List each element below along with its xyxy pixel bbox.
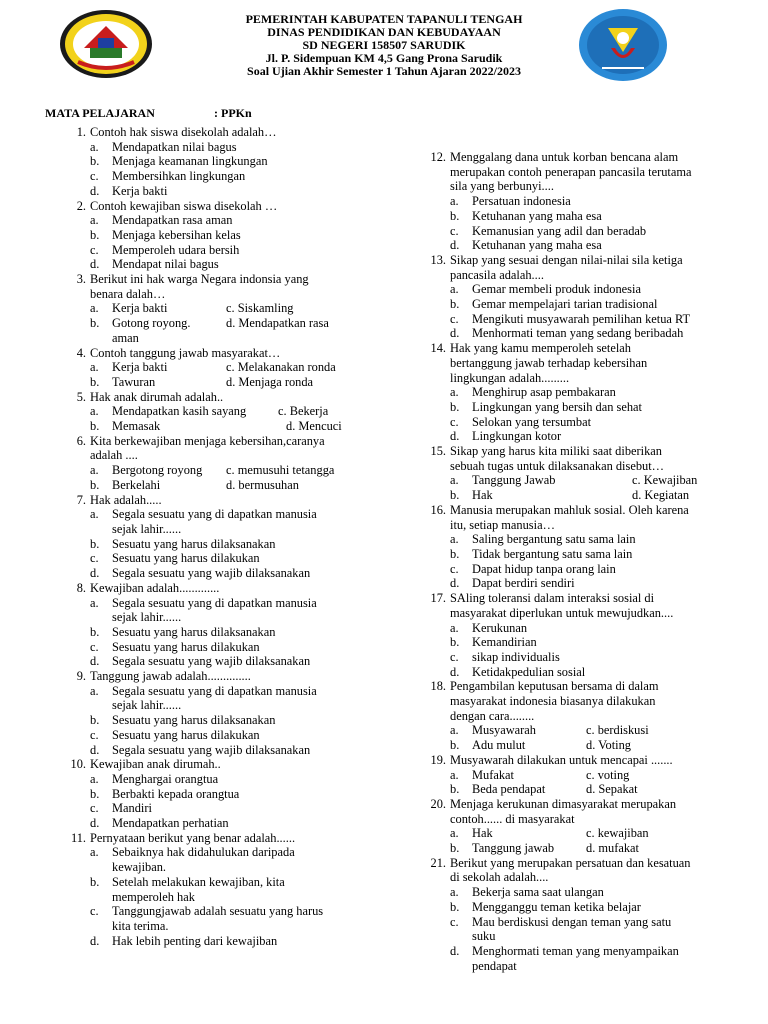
option-letter: d. [450,943,460,958]
question-14 [426,341,726,444]
option-c: Mandiri [112,801,152,816]
header-school: SD NEGERI 158507 SARUDIK [302,38,466,52]
question-number: 11. [70,830,86,845]
question-16 [426,503,726,591]
question-number: 17. [430,591,446,606]
option-c: c. Bekerja [278,404,329,419]
option-b: Menjaga kebersihan kelas [112,227,241,242]
option-c: Sesuatu yang harus dilakukan [112,727,260,742]
option-b-continuation: memperoleh hak [112,889,195,904]
question-text: Pengambilan keputusan bersama di dalam [450,679,659,694]
option-letter: b. [450,782,460,797]
option-letter: d. [90,816,100,831]
option-a: Gemar membeli produk indonesia [472,282,641,297]
option-b: Sesuatu yang harus dilaksanakan [112,713,276,728]
question-text: Menjaga kerukunan dimasyarakat merupakan [450,796,677,811]
option-letter: d. [90,654,100,669]
option-d: Kerja bakti [112,183,168,198]
option-b: Gemar mempelajari tarian tradisional [472,297,658,312]
option-a-continuation: sejak lahir...... [112,610,182,625]
option-letter: b. [450,738,460,753]
option-letter: c. [450,223,459,238]
option-b: Kemandirian [472,635,537,650]
option-c: Mau berdiskusi dengan teman yang satu [472,914,672,929]
option-a: Segala sesuatu yang di dapatkan manusia [112,595,317,610]
option-letter: a. [90,771,99,786]
option-d: Segala sesuatu yang wajib dilaksanakan [112,742,311,757]
option-letter: c. [450,914,459,929]
option-c: Tanggungjawab adalah sesuatu yang harus [112,904,324,919]
question-number: 15. [430,444,446,459]
option-b: Tanggung jawab [472,841,555,856]
option-letter: d. [90,257,100,272]
option-letter: a. [90,213,99,228]
question-text: masyarakat indonesia biasanya dilakukan [450,694,656,709]
question-12 [426,150,726,253]
question-text: Pernyataan berikut yang benar adalah...... [90,830,296,845]
question-number: 3. [76,272,86,287]
option-c: sikap individualis [472,649,560,664]
option-b: Berkelahi [112,477,161,492]
option-letter: b. [90,624,100,639]
question-text: benara dalah… [90,286,166,301]
option-c: Membersihkan lingkungan [112,169,246,184]
question-text: sebuah tugas untuk dilaksanakan disebut… [450,458,665,473]
option-letter: b. [90,419,100,434]
option-letter: c. [450,649,459,664]
subject-label: MATA PELAJARAN [45,106,155,120]
question-text: Hak anak dirumah adalah.. [90,389,224,404]
question-text: pancasila adalah.... [450,267,544,282]
option-d: Mendapat nilai bagus [112,257,219,272]
option-d: d. Mendapatkan rasa [226,316,329,331]
option-d-continuation: pendapat [472,958,517,973]
option-b: Memasak [112,419,161,434]
option-c: Sesuatu yang harus dilakukan [112,551,260,566]
option-letter: b. [450,208,460,223]
option-letter: a. [90,683,99,698]
option-a: Mendapatkan kasih sayang [112,404,247,419]
option-b: Tidak bergantung satu sama lain [472,546,633,561]
question-text: dengan cara........ [450,708,535,723]
option-a: Segala sesuatu yang di dapatkan manusia [112,683,317,698]
option-c: c. Melakanakan ronda [226,360,336,375]
option-letter: a. [450,532,459,547]
option-d: Ketidakpedulian sosial [472,664,586,679]
option-b: Setelah melakukan kewajiban, kita [112,874,285,889]
question-text: Sikap yang harus kita miliki saat diberikan [450,444,662,459]
option-letter: b. [90,874,100,889]
option-letter: a. [90,139,99,154]
option-letter: b. [90,316,100,331]
option-d: Dapat berdiri sendiri [472,576,575,591]
option-d: Menghormati teman yang menyampaikan [472,943,679,958]
option-a: Menghirup asap pembakaran [472,385,616,400]
option-b: Mengganggu teman ketika belajar [472,899,641,914]
option-c: Memperoleh udara bersih [112,242,240,257]
question-3 [66,272,366,346]
option-letter: b. [450,841,460,856]
question-15 [426,444,726,503]
option-b: Gotong royong. [112,316,191,331]
question-number: 16. [430,502,446,517]
option-letter: c. [90,801,99,816]
question-1 [66,125,366,199]
header-department: DINAS PENDIDIKAN DAN KEBUDAYAAN [267,25,501,39]
option-letter: d. [450,326,460,341]
option-c: Mengikuti musyawarah pemilihan ketua RT [472,311,691,326]
question-20 [426,797,726,856]
option-b: Berbakti kepada orangtua [112,786,240,801]
question-text: Contoh kewajiban siswa disekolah … [90,198,278,213]
option-d: Lingkungan kotor [472,429,562,444]
header-address: Jl. P. Sidempuan KM 4,5 Gang Prona Sarudik [265,51,503,65]
option-a: Segala sesuatu yang di dapatkan manusia [112,507,317,522]
question-18 [426,679,726,753]
option-a: Kerja bakti [112,301,168,316]
option-letter: b. [90,374,100,389]
option-b: Beda pendapat [472,782,546,797]
option-a: Kerja bakti [112,360,168,375]
question-text: masyarakat diperlukan untuk mewujudkan.... [450,605,674,620]
question-6 [66,434,366,493]
question-21 [426,856,726,974]
option-letter: a. [90,360,99,375]
option-letter: c. [450,414,459,429]
option-d: Segala sesuatu yang wajib dilaksanakan [112,566,311,581]
question-text: Hak yang kamu memperoleh setelah [450,341,631,356]
option-letter: d. [450,664,460,679]
option-a: Mendapatkan nilai bagus [112,139,237,154]
option-a: Persatuan indonesia [472,194,571,209]
option-letter: d. [90,183,100,198]
subject-value: : PPKn [214,106,252,120]
option-letter: d. [90,742,100,757]
question-number: 8. [76,580,86,595]
question-10 [66,757,366,831]
option-a: Sebaiknya hak didahulukan daripada [112,845,295,860]
question-text: Berikut yang merupakan persatuan dan kesatuan [450,855,691,870]
option-letter: a. [90,404,99,419]
option-letter: a. [450,885,459,900]
question-4 [66,346,366,390]
option-d: Segala sesuatu yang wajib dilaksanakan [112,654,311,669]
option-d: d. Kegiatan [632,488,690,503]
option-letter: c. [90,242,99,257]
question-text: Hak adalah..... [90,492,162,507]
option-letter: a. [90,301,99,316]
option-b: Sesuatu yang harus dilaksanakan [112,536,276,551]
question-number: 6. [76,433,86,448]
question-17 [426,591,726,679]
question-text: contoh...... di masyarakat [450,811,575,826]
option-a-continuation: kewajiban. [112,860,167,875]
option-a: Hak [472,826,493,841]
option-letter: a. [450,473,459,488]
question-text: sila yang berbunyi.... [450,179,554,194]
option-c: c. voting [586,767,630,782]
question-text: Berikut ini hak warga Negara indonsia yang [90,272,309,287]
option-letter: b. [450,899,460,914]
question-text: merupakan contoh penerapan pancasila terutama [450,164,692,179]
question-7 [66,493,366,581]
option-c-continuation: suku [472,929,496,944]
option-c: Sesuatu yang harus dilakukan [112,639,260,654]
option-letter: c. [90,551,99,566]
option-letter: c. [450,311,459,326]
option-letter: a. [450,723,459,738]
option-letter: a. [450,385,459,400]
option-d: d. Mencuci [286,419,342,434]
option-a: Bekerja sama saat ulangan [472,885,604,900]
option-letter: a. [90,595,99,610]
question-9 [66,669,366,757]
option-letter: d. [450,576,460,591]
option-b: Hak [472,488,493,503]
question-number: 13. [430,252,446,267]
option-letter: d. [450,238,460,253]
option-d: d. bermusuhan [226,477,299,492]
question-number: 10. [70,757,86,772]
option-b: Adu mulut [472,738,526,753]
option-letter: a. [450,826,459,841]
question-text: di sekolah adalah.... [450,870,549,885]
option-d: Hak lebih penting dari kewajiban [112,933,278,948]
header-exam-title: Soal Ujian Akhir Semester 1 Tahun Ajaran 2022/2023 [247,64,521,78]
option-b: Menjaga keamanan lingkungan [112,154,268,169]
option-letter: b. [90,477,100,492]
option-letter: a. [450,194,459,209]
option-letter: c. [90,904,99,919]
option-letter: a. [450,282,459,297]
option-letter: c. [90,639,99,654]
question-13 [426,253,726,341]
option-letter: b. [90,154,100,169]
question-number: 21. [430,855,446,870]
option-a: Kerukunan [472,620,528,635]
header-government: PEMERINTAH KABUPATEN TAPANULI TENGAH [245,12,523,26]
option-a: Bergotong royong [112,463,203,478]
option-c: c. memusuhi tetangga [226,463,335,478]
question-number: 20. [430,796,446,811]
option-letter: b. [450,488,460,503]
option-letter: a. [450,620,459,635]
option-d: d. Menjaga ronda [226,374,314,389]
option-c: Dapat hidup tanpa orang lain [472,561,616,576]
option-c: c. Siskamling [226,301,294,316]
option-c: c. kewajiban [586,826,649,841]
question-text: Menggalang dana untuk korban bencana alam [450,150,679,164]
option-d: d. Sepakat [586,782,638,797]
option-d: Ketuhanan yang maha esa [472,238,602,253]
question-text: Contoh hak siswa disekolah adalah… [90,125,277,139]
option-b: Lingkungan yang bersih dan sehat [472,399,642,414]
question-number: 7. [76,492,86,507]
question-8 [66,581,366,669]
option-letter: a. [450,767,459,782]
option-letter: c. [90,169,99,184]
option-c: c. berdiskusi [586,723,649,738]
question-number: 14. [430,341,446,356]
option-a: Saling bergantung satu sama lain [472,532,636,547]
option-letter: b. [450,399,460,414]
question-text: Tanggung jawab adalah.............. [90,669,251,684]
option-d: d. mufakat [586,841,639,856]
option-c: Kemanusian yang adil dan beradab [472,223,647,238]
option-letter: b. [90,786,100,801]
option-letter: b. [450,297,460,312]
option-d: Mendapatkan perhatian [112,816,229,831]
question-number: 18. [430,679,446,694]
question-text: adalah .... [90,448,138,463]
option-d: d. Voting [586,738,631,753]
option-letter: c. [450,561,459,576]
option-letter: d. [90,933,100,948]
question-text: Kita berkewajiban menjaga kebersihan,caranya [90,433,325,448]
option-d: Menhormati teman yang sedang beribadah [472,326,684,341]
option-d-continuation: aman [112,330,139,345]
left-column [66,125,366,948]
question-number: 12. [430,150,446,164]
question-11 [66,831,366,949]
option-b: Ketuhanan yang maha esa [472,208,602,223]
question-number: 1. [76,125,86,139]
question-19 [426,753,726,797]
option-a: Musyawarah [472,723,536,738]
question-5 [66,390,366,434]
question-text: Kewajiban adalah............. [90,580,220,595]
option-letter: b. [90,536,100,551]
option-letter: b. [450,546,460,561]
question-2 [66,199,366,273]
question-text: bertanggung jawab terhadap kebersihan [450,355,648,370]
question-text: lingkungan adalah......... [450,370,570,385]
question-text: itu, setiap manusia… [450,517,555,532]
right-column [426,150,726,973]
option-a: Mufakat [472,767,514,782]
question-number: 4. [76,345,86,360]
option-letter: d. [90,566,100,581]
question-text: Manusia merupakan mahluk sosial. Oleh karena [450,502,689,517]
question-number: 19. [430,752,446,767]
option-c: Selokan yang tersumbat [472,414,592,429]
option-a: Tanggung Jawab [472,473,556,488]
option-letter: b. [450,635,460,650]
option-letter: a. [90,845,99,860]
option-letter: d. [450,429,460,444]
question-text: SAling toleransi dalam interaksi sosial di [450,591,655,606]
question-text: Contoh tanggung jawab masyarakat… [90,345,281,360]
question-number: 5. [76,389,86,404]
question-text: Sikap yang sesuai dengan nilai-nilai sila ketiga [450,252,683,267]
option-letter: b. [90,227,100,242]
option-letter: b. [90,713,100,728]
option-c: c. Kewajiban [632,473,698,488]
option-a-continuation: sejak lahir...... [112,521,182,536]
question-number: 9. [76,669,86,684]
question-text: Musyawarah dilakukan untuk mencapai ....... [450,752,673,767]
option-letter: a. [90,507,99,522]
option-b: Sesuatu yang harus dilaksanakan [112,624,276,639]
option-letter: c. [90,727,99,742]
option-b: Tawuran [112,374,156,389]
option-a-continuation: sejak lahir...... [112,698,182,713]
question-text: Kewajiban anak dirumah.. [90,757,221,772]
option-a: Menghargai orangtua [112,771,219,786]
option-c-continuation: kita terima. [112,918,169,933]
option-a: Mendapatkan rasa aman [112,213,233,228]
option-letter: a. [90,463,99,478]
question-number: 2. [76,198,86,213]
